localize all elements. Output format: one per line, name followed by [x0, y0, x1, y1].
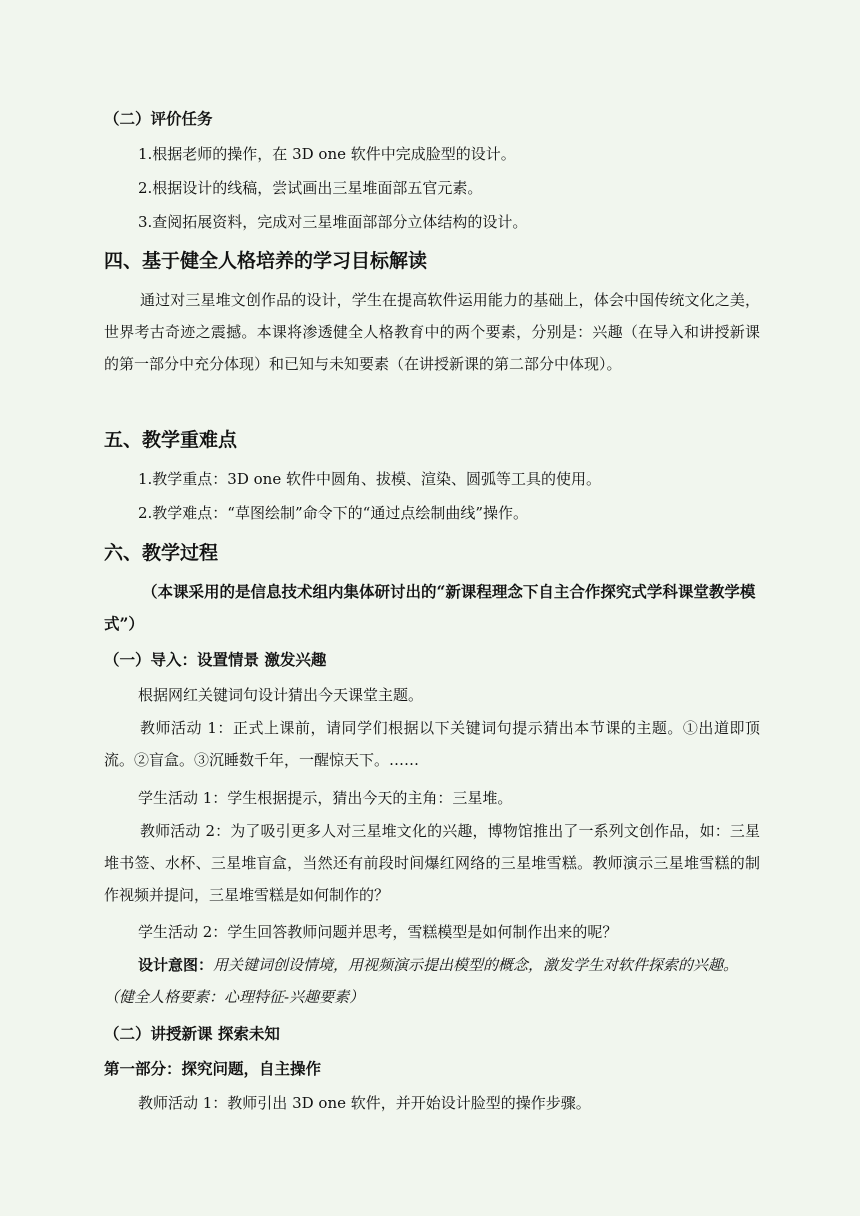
intro-paragraph: 根据网红关键词句设计猜出今天课堂主题。	[138, 686, 424, 704]
eval-task-heading: （二）评价任务	[104, 109, 213, 128]
eval-task-item-3: 3.查阅拓展资料，完成对三星堆面部部分立体结构的设计。	[138, 213, 528, 231]
design-intent-label: 设计意图：	[138, 956, 214, 974]
new-lesson-teacher-activity-1: 教师活动 1：教师引出 3D one 软件，并开始设计脸型的操作步骤。	[138, 1094, 591, 1112]
section4-paragraph: 通过对三星堆文创作品的设计，学生在提高软件运用能力的基础上，体会中国传统文化之美，世界考古奇迹之震撼。本课将渗透健全人格教育中的两个要素，分别是：兴趣（在导入和讲授新课的第一部分中充分体现）和已知与未知要素（在讲授新课的第二部分中体现）。	[104, 291, 760, 373]
section5-item-2: 2.教学难点：“草图绘制”命令下的“通过点绘制曲线”操作。	[138, 504, 528, 522]
teacher-activity-2: 教师活动 2：为了吸引更多人对三星堆文化的兴趣，博物馆推出了一系列文创作品，如：三星堆书签、水杯、三星堆盲盒，当然还有前段时间爆红网络的三星堆雪糕。教师演示三星堆雪糕的制作视频并提问，三星堆雪糕是如何制作的？	[104, 822, 760, 904]
section5-heading: 五、教学重难点	[104, 429, 238, 451]
teacher-activity-1: 教师活动 1：正式上课前，请同学们根据以下关键词句提示猜出本节课的主题。①出道即顶流。②盲盒。③沉睡数千年，一醒惊天下。……	[104, 719, 760, 769]
section4-heading: 四、基于健全人格培养的学习目标解读	[104, 250, 428, 272]
part1-heading: 第一部分：探究问题，自主操作	[104, 1059, 322, 1078]
eval-task-item-2: 2.根据设计的线稿，尝试画出三星堆面部五官元素。	[138, 179, 483, 197]
design-intent	[104, 949, 760, 1013]
intro-heading: （一）导入：设置情景 激发兴趣	[104, 650, 327, 669]
new-lesson-heading: （二）讲授新课 探索未知	[104, 1024, 280, 1043]
design-intent-text: 用关键词创设情境，用视频演示提出模型的概念，激发学生对软件探索的兴趣。（健全人格要素：心理特征-兴趣要素）	[104, 956, 739, 1006]
student-activity-1: 学生活动 1：学生根据提示，猜出今天的主角：三星堆。	[138, 789, 513, 807]
section6-heading: 六、教学过程	[104, 542, 219, 564]
eval-task-item-1: 1.根据老师的操作，在 3D one 软件中完成脸型的设计。	[138, 145, 516, 163]
teaching-model-note: （本课采用的是信息技术组内集体研讨出的“新课程理念下自主合作探究式学科课堂教学模式”）	[104, 582, 756, 633]
student-activity-2: 学生活动 2：学生回答教师问题并思考，雪糕模型是如何制作出来的呢？	[138, 923, 618, 941]
section5-item-1: 1.教学重点：3D one 软件中圆角、拔模、渲染、圆弧等工具的使用。	[138, 470, 601, 488]
